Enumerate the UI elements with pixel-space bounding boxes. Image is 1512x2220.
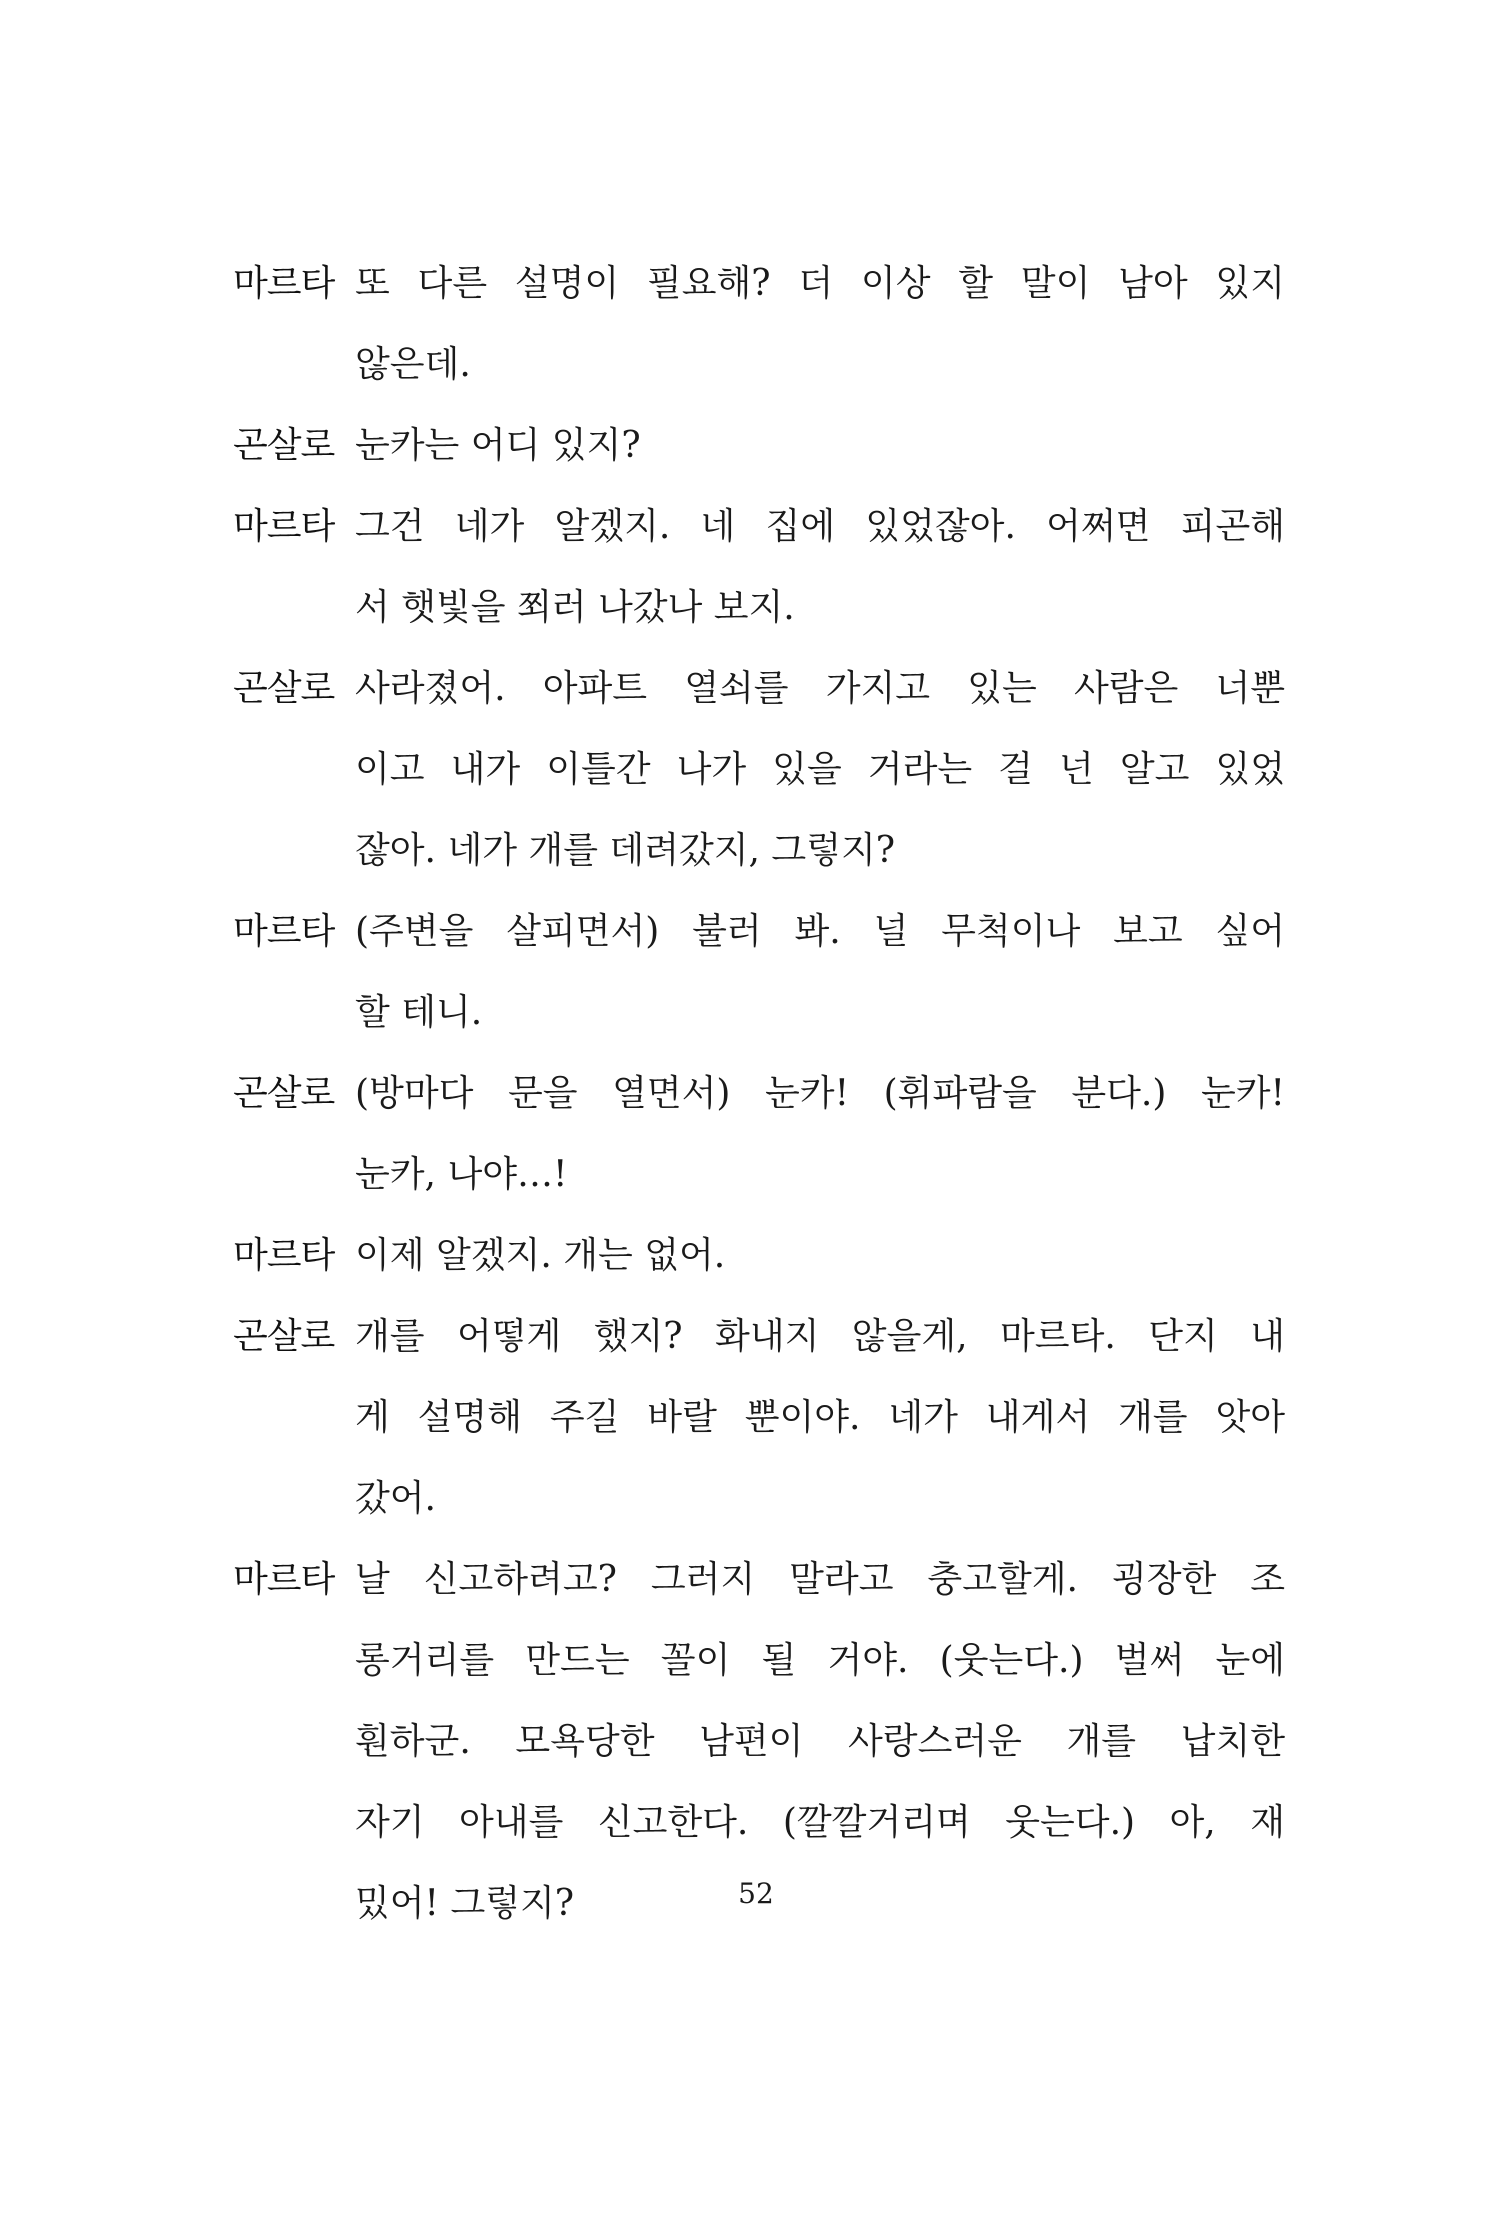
speaker-name: 곤살로 (233, 1073, 335, 1114)
dialogue-text (355, 1296, 1285, 1539)
dialogue-line: 사라졌어. 아파트 열쇠를 가지고 있는 사람은 너뿐 (355, 668, 1285, 709)
dialogue-line: 잖아. 네가 개를 데려갔지, 그렇지? (355, 830, 896, 871)
dialogue-line: 훤하군. 모욕당한 남편이 사랑스러운 개를 납치한 (355, 1721, 1285, 1762)
dialogue-text (355, 486, 1285, 648)
dialogue-entry (233, 1215, 1293, 1296)
dialogue-line: 날 신고하려고? 그러지 말라고 충고할게. 굉장한 조 (355, 1559, 1285, 1600)
dialogue-line: 롱거리를 만드는 꼴이 될 거야. (웃는다.) 벌써 눈에 (355, 1640, 1285, 1681)
dialogue-entry (233, 891, 1293, 1053)
speaker-name: 마르타 (233, 506, 335, 547)
dialogue-text (355, 1053, 1285, 1215)
dialogue-line: 게 설명해 주길 바랄 뿐이야. 네가 내게서 개를 앗아 (355, 1397, 1285, 1438)
dialogue-entry (233, 405, 1293, 486)
dialogue-line: 또 다른 설명이 필요해? 더 이상 할 말이 남아 있지 (355, 263, 1285, 304)
dialogue-line: 눈카, 나야…! (355, 1154, 568, 1195)
dialogue-text (355, 243, 1285, 405)
speaker-name: 곤살로 (233, 425, 335, 466)
speaker-name: 마르타 (233, 1559, 335, 1600)
dialogue-line: 눈카는 어디 있지? (355, 425, 641, 466)
dialogue-entry (233, 243, 1293, 405)
dialogue-line: 자기 아내를 신고한다. (깔깔거리며 웃는다.) 아, 재 (355, 1802, 1285, 1843)
page-number: 52 (738, 1877, 774, 1910)
dialogue-entry (233, 1053, 1293, 1215)
dialogue-line: 서 햇빛을 쬐러 나갔나 보지. (355, 587, 795, 628)
dialogue-line: 그건 네가 알겠지. 네 집에 있었잖아. 어쩌면 피곤해 (355, 506, 1285, 547)
speaker-name: 곤살로 (233, 668, 335, 709)
dialogue-text (355, 648, 1285, 891)
speaker-name: 마르타 (233, 1235, 335, 1276)
dialogue-line: 않은데. (355, 344, 471, 385)
dialogue-text (355, 405, 1285, 486)
dialogue-line: 이제 알겠지. 개는 없어. (355, 1235, 726, 1276)
dialogue-line: 밌어! 그렇지? (355, 1883, 575, 1924)
dialogue-line: 갔어. (355, 1478, 436, 1519)
speaker-name: 마르타 (233, 911, 335, 952)
dialogue-line: 할 테니. (355, 992, 483, 1033)
dialogue-line: 개를 어떻게 했지? 화내지 않을게, 마르타. 단지 내 (355, 1316, 1285, 1357)
play-script (233, 243, 1293, 1944)
dialogue-line: (주변을 살피면서) 불러 봐. 널 무척이나 보고 싶어 (355, 911, 1285, 952)
speaker-name: 곤살로 (233, 1316, 335, 1357)
speaker-name: 마르타 (233, 263, 335, 304)
dialogue-entry (233, 1296, 1293, 1539)
dialogue-entry (233, 648, 1293, 891)
dialogue-line: 이고 내가 이틀간 나가 있을 거라는 걸 넌 알고 있었 (355, 749, 1285, 790)
dialogue-entry (233, 486, 1293, 648)
dialogue-line: (방마다 문을 열면서) 눈카! (휘파람을 분다.) 눈카! (355, 1073, 1285, 1114)
dialogue-text (355, 1215, 1285, 1296)
dialogue-text (355, 891, 1285, 1053)
